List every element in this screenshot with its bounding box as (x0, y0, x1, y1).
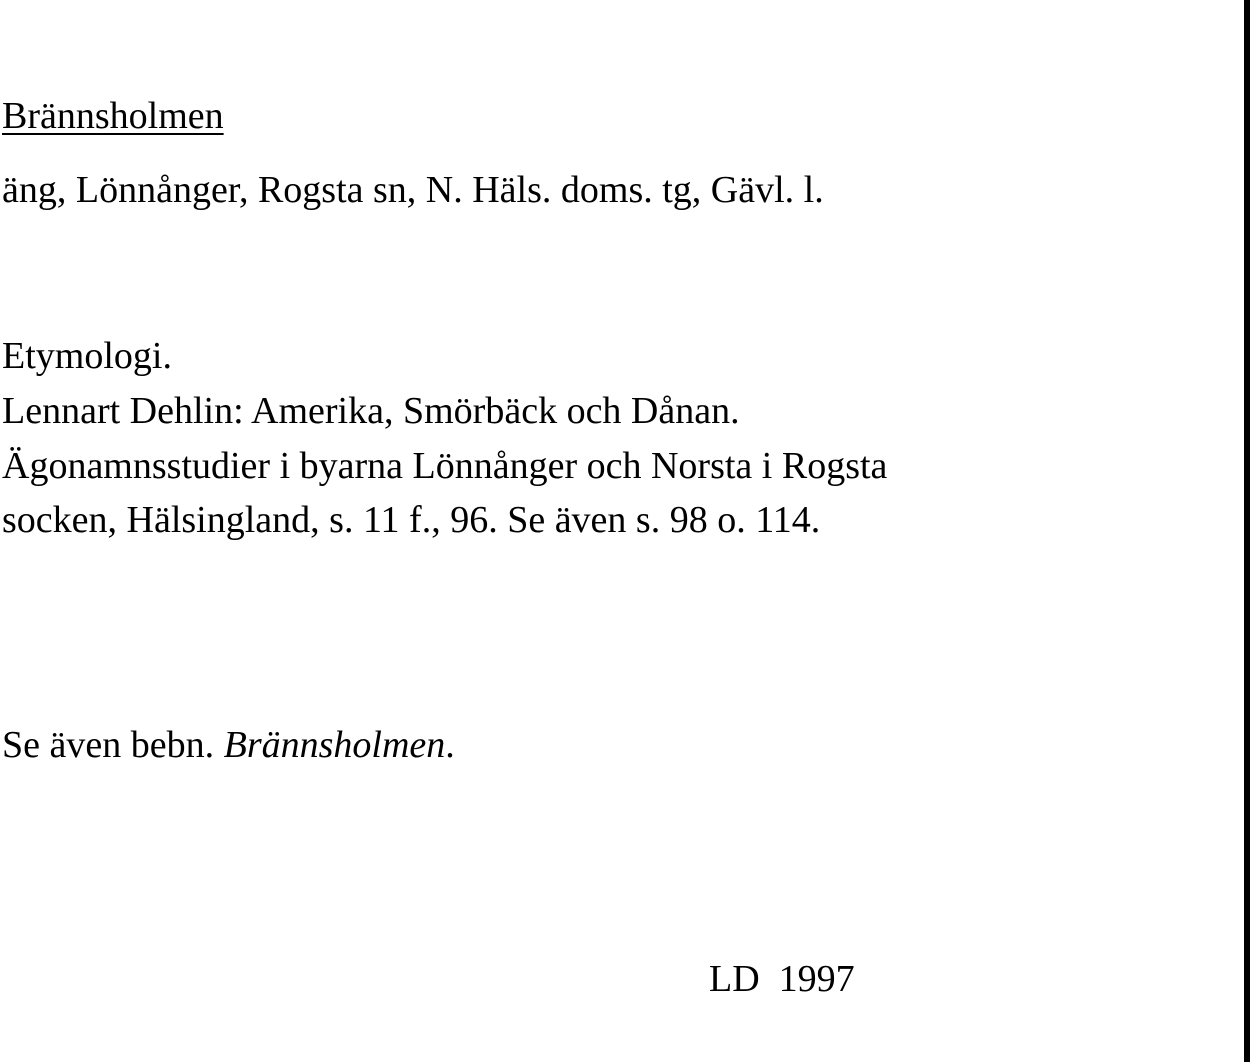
see-also-place-name: Brännsholmen (223, 724, 446, 766)
see-also-reference (2, 726, 455, 764)
etymology-line: socken, Hälsingland, s. 11 f., 96. Se även s. 98 o. 114. (2, 499, 821, 541)
author-signature-year: LD 1997 (709, 958, 855, 1000)
see-also-prefix: Se även bebn. (2, 724, 224, 766)
place-description: äng, Lönnånger, Rogsta sn, N. Häls. doms. tg, Gävl. l. (2, 169, 824, 211)
etymology-heading: Etymologi. (2, 335, 172, 377)
see-also-suffix: . (445, 724, 455, 766)
etymology-line: Ägonamnsstudier i byarna Lönnånger och Norsta i Rogsta (2, 445, 888, 487)
etymology-line: Lennart Dehlin: Amerika, Smörbäck och Dånan. (2, 390, 740, 432)
card-edge-border (1244, 0, 1250, 1062)
place-name-title: Brännsholmen (2, 95, 224, 137)
